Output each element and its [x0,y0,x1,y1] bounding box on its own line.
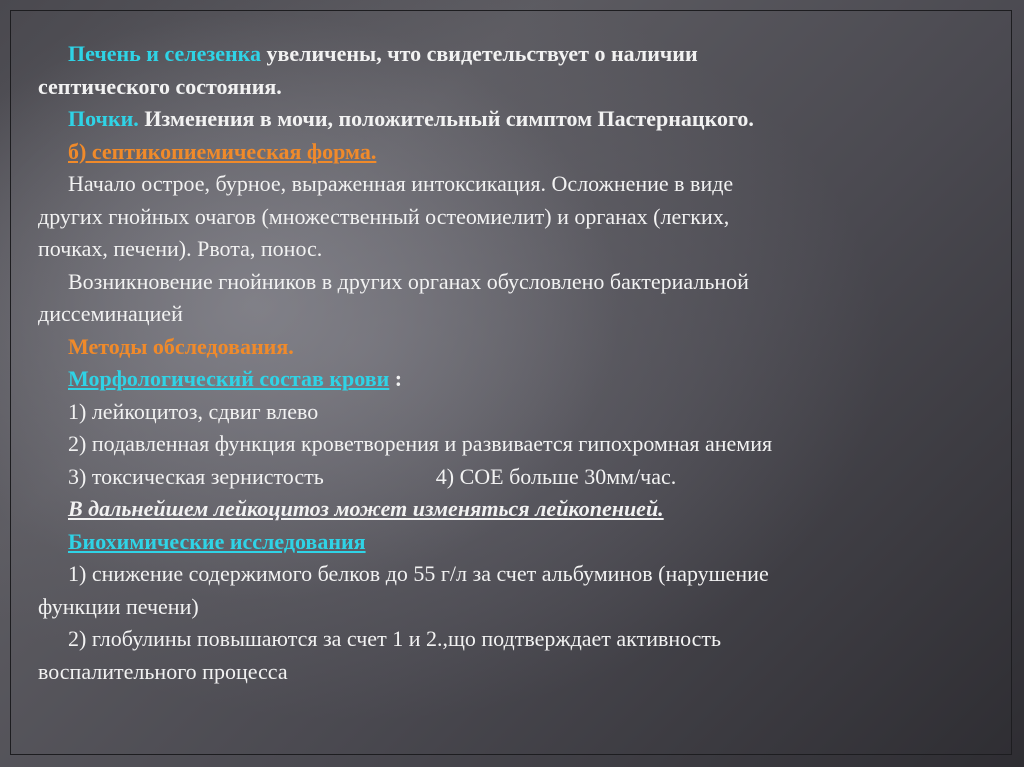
line-liver-spleen [38,38,998,71]
line-globulins: 2) глобулины повышаются за счет 1 и 2.,що подтверждает активность [68,626,722,651]
line-abscess: Возникновение гнойников в других органах обусловлено бактериальной [68,268,749,294]
heading-biochem: Биохимические исследования [68,528,366,554]
line-vomiting: почках, печени). Рвота, понос. [38,236,323,261]
label-liver-spleen: Печень и селезенка [68,41,262,66]
line-biochem-heading [38,526,998,559]
line-dissemination: диссеминацией [38,301,183,326]
line-septicopyemic-heading [38,136,998,169]
text-liver-spleen: увеличены, что свидетельствует о наличии [261,41,698,66]
label-kidneys: Почки. [68,106,139,131]
text-granularity: 3) токсическая зернистость [68,463,324,489]
line-protein: 1) снижение содержимого белков до 55 г/л за счет альбуминов (нарушение [68,561,769,586]
line-granularity-esr [38,461,998,494]
line-hematopoiesis: 2) подавленная функция кроветворения и развивается гипохромная анемия [68,431,773,456]
heading-blood-suffix: : [389,366,403,391]
line-inflammation: воспалительного процесса [38,658,288,684]
text-leukopenia: В дальнейшем лейкоцитоз может изменяться лейкопенией. [68,496,664,521]
text-kidneys: Изменения в мочи, положительный симптом Пастернацкого. [138,106,754,131]
line-leukopenia [38,493,998,526]
line-onset: Начало острое, бурное, выраженная интоксикация. Осложнение в виде [68,171,734,196]
line-methods-heading [38,331,998,364]
line-blood-heading [38,363,998,396]
line-foci: других гнойных очагов (множественный остеомиелит) и органах (легких, [38,203,730,229]
heading-blood-composition: Морфологический состав крови [68,366,390,391]
heading-methods: Методы обследования. [68,333,294,359]
heading-septicopyemic: б) септикопиемическая форма. [68,138,377,164]
text-esr: 4) СОЕ больше 30мм/час. [435,463,677,489]
slide-content [38,38,998,688]
line-liver-function: функции печени) [38,593,199,619]
line-septic-state: септического состояния. [38,73,282,99]
line-leukocytosis: 1) лейкоцитоз, сдвиг влево [68,398,319,424]
line-kidneys [38,103,998,136]
